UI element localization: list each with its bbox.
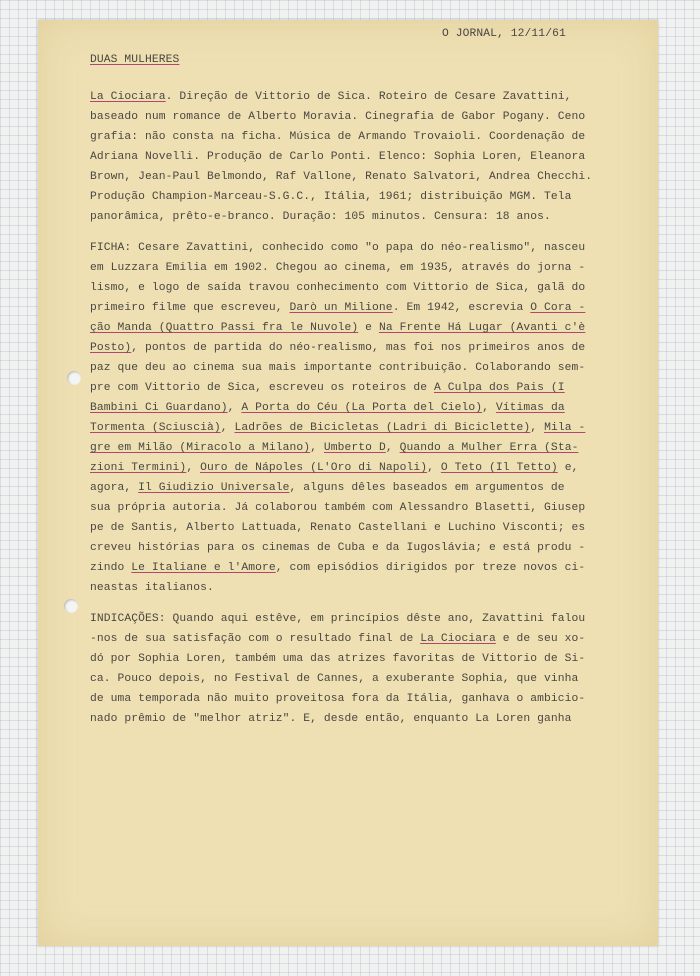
text-line [90, 438, 592, 458]
text-line [90, 358, 592, 378]
text-segment: de uma temporada não muito proveitosa fora da Itália, ganhava o ambicio- [90, 693, 586, 705]
underlined-title: Vítimas da [495, 402, 565, 414]
text-line [90, 398, 592, 418]
text-segment: panorâmica, prêto-e-branco. Duração: 105 minutos. Censura: 18 anos. [90, 211, 551, 223]
paragraph [90, 87, 592, 227]
text-segment: Produção Champion-Marceau-S.G.C., Itália, 1961; distribuição MGM. Tela [90, 191, 572, 203]
underlined-title: Umberto D [323, 442, 386, 454]
underlined-title: Ladrões de Bicicletas (Ladri di Biciclette) [234, 422, 531, 434]
text-segment: , [427, 462, 441, 474]
text-segment: dó por Sophia Loren, também uma das atrizes favoritas de Vittorio de Si- [90, 653, 586, 665]
text-segment: grafia: não consta na ficha. Música de Armando Trovaioli. Coordenação de [90, 131, 586, 143]
text-line [90, 107, 592, 127]
text-segment: , [530, 422, 545, 434]
text-segment: , [220, 422, 235, 434]
text-line [90, 147, 592, 167]
underlined-title: Na Frente Há Lugar (Avanti c'è [378, 322, 586, 334]
text-segment: e de seu xo- [495, 633, 586, 645]
punch-hole [67, 371, 81, 385]
text-segment: INDICAÇÕES: Quando aqui estêve, em princípios dêste ano, Zavattini falou [90, 613, 586, 625]
underlined-title: Il Giudizio Universale [138, 482, 290, 494]
text-segment: e [358, 322, 379, 334]
text-segment: agora, [90, 482, 139, 494]
text-segment: . Em 1942, escrevia [392, 302, 531, 314]
text-line [90, 689, 592, 709]
text-segment: paz que deu ao cinema sua mais importante contribuição. Colaborando sem- [90, 362, 586, 374]
underlined-title: Tormenta (Sciuscià) [90, 422, 221, 434]
text-segment: sua própria autoria. Já colaborou também com Alessandro Blasetti, Giusep [90, 502, 586, 514]
text-line [90, 578, 592, 598]
text-line [90, 518, 592, 538]
text-segment: neastas italianos. [90, 582, 214, 594]
underlined-title: Mila - [544, 422, 586, 434]
text-line [90, 609, 592, 629]
text-segment: creveu histórias para os cinemas de Cuba e da Iugoslávia; e está produ - [90, 542, 586, 554]
text-line [90, 498, 592, 518]
paper-sheet [38, 20, 658, 946]
text-segment: , [385, 442, 400, 454]
text-segment: pe de Santis, Alberto Lattuada, Renato Castellani e Luchino Visconti; es [90, 522, 586, 534]
underlined-title: Bambini Ci Guardano) [90, 402, 228, 414]
text-line [90, 378, 592, 398]
text-line [90, 558, 592, 578]
underlined-title: La Ciociara [420, 633, 496, 645]
underlined-title: Le Italiane e l'Amore [131, 562, 276, 574]
text-line [90, 187, 592, 207]
underlined-title: Darò un Milione [289, 302, 393, 314]
text-line [90, 167, 592, 187]
paragraph-gap [90, 227, 592, 238]
text-line [90, 649, 592, 669]
text-segment: nado prêmio de "melhor atriz". E, desde então, enquanto La Loren ganha [90, 713, 572, 725]
body-text [90, 87, 592, 729]
text-line [90, 669, 592, 689]
text-segment: Adriana Novelli. Produção de Carlo Ponti. Elenco: Sophia Loren, Eleanora [90, 151, 586, 163]
text-segment: , com episódios dirigidos por treze novos ci- [275, 562, 586, 574]
text-line [90, 338, 592, 358]
paragraph-gap [90, 598, 592, 609]
text-segment: e, [557, 462, 579, 474]
underlined-title: Quando a Mulher Erra (Sta- [399, 442, 579, 454]
underlined-title: A Culpa dos Pais (I [433, 382, 565, 394]
text-line [90, 478, 592, 498]
text-line [90, 298, 592, 318]
text-segment: lismo, e logo de saída travou conhecimento com Vittorio de Sica, galã do [90, 282, 586, 294]
text-segment: , [186, 462, 201, 474]
text-line [90, 87, 592, 107]
text-segment: primeiro filme que escreveu, [90, 302, 290, 314]
text-segment: em Luzzara Emilia em 1902. Chegou ao cinema, em 1935, através do jorna - [90, 262, 586, 274]
text-segment: -nos de sua satisfação com o resultado final de [90, 633, 421, 645]
underlined-title: O Cora - [530, 302, 586, 314]
text-line [90, 258, 592, 278]
underlined-title: A Porta do Céu (La Porta del Cielo) [241, 402, 483, 414]
text-segment: pre com Vittorio de Sica, escreveu os roteiros de [90, 382, 434, 394]
text-segment: . Direção de Vittorio de Sica. Roteiro de Cesare Zavattini, [165, 91, 572, 103]
document-title: DUAS MULHERES [90, 54, 180, 66]
text-line [90, 538, 592, 558]
underlined-title: Ouro de Nápoles (L'Oro di Napoli) [200, 462, 428, 474]
text-line [90, 318, 592, 338]
text-line [90, 629, 592, 649]
text-segment: , [482, 402, 496, 414]
text-line [90, 458, 592, 478]
text-segment: ca. Pouco depois, no Festival de Cannes, a exuberante Sophia, que vinha [90, 673, 579, 685]
text-segment: , [227, 402, 242, 414]
paragraph [90, 609, 592, 729]
text-line [90, 127, 592, 147]
text-segment: Brown, Jean-Paul Belmondo, Raf Vallone, Renato Salvatori, Andrea Checchi. [90, 171, 593, 183]
text-segment: baseado num romance de Alberto Moravia. Cinegrafia de Gabor Pogany. Ceno [90, 111, 586, 123]
underlined-title: zioni Termini) [90, 462, 187, 474]
header-date: O JORNAL, 12/11/61 [442, 28, 566, 40]
underlined-title: O Teto (Il Tetto) [440, 462, 558, 474]
underlined-title: gre em Milão (Miracolo a Milano) [90, 442, 311, 454]
text-segment: , [310, 442, 324, 454]
underlined-title: La Ciociara [90, 91, 166, 103]
text-line [90, 207, 592, 227]
text-segment: , pontos de partida do néo-realismo, mas foi nos primeiros anos de [131, 342, 586, 354]
paragraph [90, 238, 592, 598]
text-segment: zindo [90, 562, 132, 574]
text-line [90, 418, 592, 438]
underlined-title: ção Manda (Quattro Passi fra le Nuvole) [90, 322, 359, 334]
text-line [90, 709, 592, 729]
punch-hole [64, 599, 78, 613]
text-line [90, 238, 592, 258]
text-segment: FICHA: Cesare Zavattini, conhecido como "o papa do néo-realismo", nasceu [90, 242, 586, 254]
text-line [90, 278, 592, 298]
text-segment: , alguns dêles baseados em argumentos de [289, 482, 565, 494]
underlined-title: Posto) [90, 342, 132, 354]
